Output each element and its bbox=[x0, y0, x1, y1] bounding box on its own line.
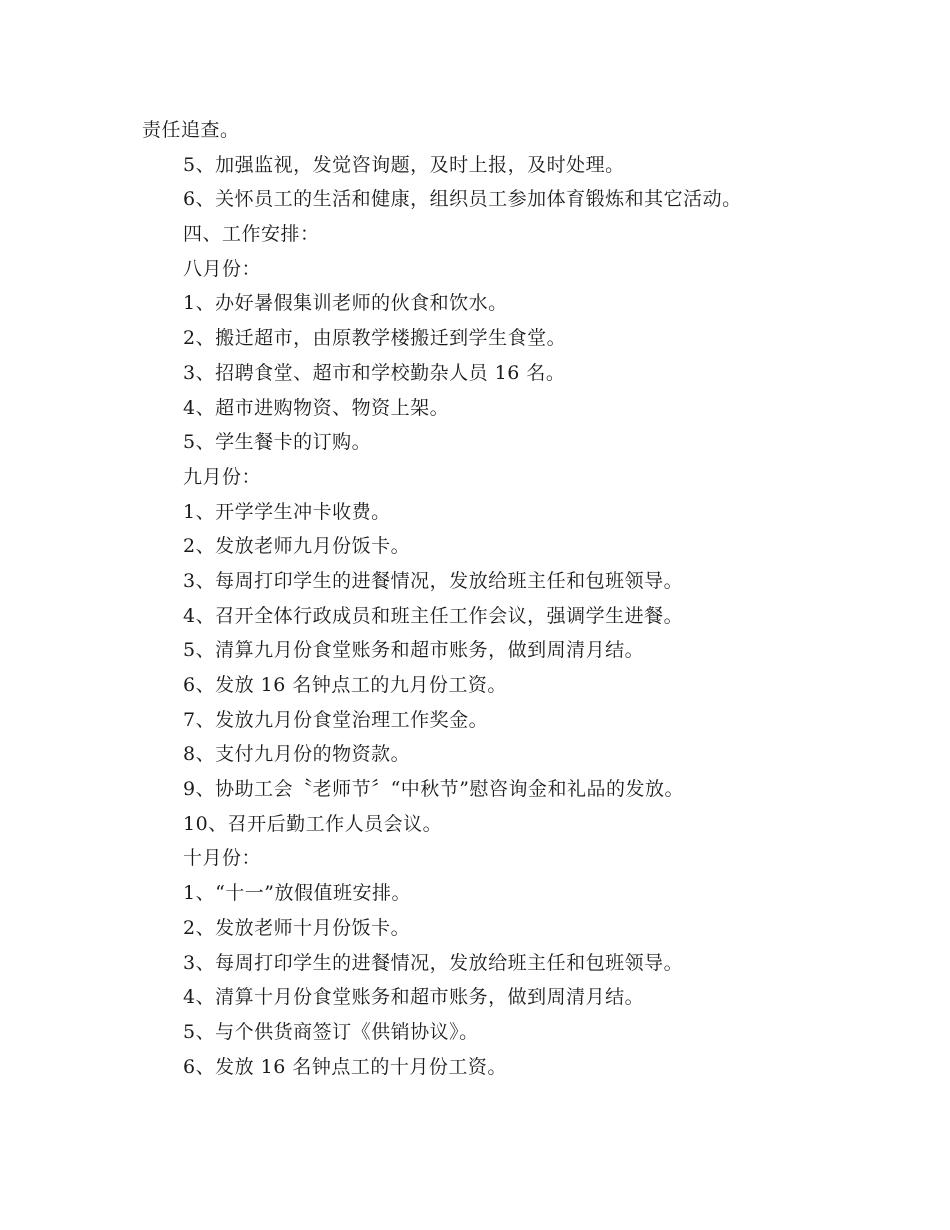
text-line: 5、清算九月份食堂账务和超市账务，做到周清月结。 bbox=[183, 639, 645, 662]
text-line: 1、办好暑假集训老师的伙食和饮水。 bbox=[183, 292, 508, 315]
document-body bbox=[142, 113, 832, 1084]
text-line: 5、与个供货商签订《供销协议》。 bbox=[183, 1020, 479, 1043]
text-line: 5、学生餐卡的订购。 bbox=[183, 431, 372, 454]
text-line: 2、搬迁超市，由原教学楼搬迁到学生食堂。 bbox=[183, 327, 567, 350]
text-line: 8、支付九月份的物资款。 bbox=[183, 743, 411, 766]
text-line: 责任追查。 bbox=[142, 119, 240, 141]
text-line: 4、召开全体行政成员和班主任工作会议，强调学生进餐。 bbox=[183, 604, 684, 627]
text-line: 7、发放九月份食堂治理工作奖金。 bbox=[183, 708, 489, 731]
text-line: 5、加强监视，发觉咨询题，及时上报，及时处理。 bbox=[183, 153, 625, 176]
text-line: 4、超市进购物资、物资上架。 bbox=[183, 396, 450, 419]
text-line: 2、发放老师十月份饭卡。 bbox=[183, 916, 411, 939]
text-line: 3、每周打印学生的进餐情况，发放给班主任和包班领导。 bbox=[183, 569, 684, 592]
text-line: 10、召开后勤工作人员会议。 bbox=[183, 812, 443, 835]
text-line: 3、每周打印学生的进餐情况，发放给班主任和包班领导。 bbox=[183, 951, 684, 974]
text-line: 2、发放老师九月份饭卡。 bbox=[183, 535, 411, 558]
text-line: 6、发放 16 名钟点工的十月份工资。 bbox=[183, 1055, 507, 1078]
text-line: 6、发放 16 名钟点工的九月份工资。 bbox=[183, 674, 507, 696]
text-line: 3、招聘食堂、超市和学校勤杂人员 16 名。 bbox=[183, 361, 566, 384]
text-line: 9、协助工会〝老师节〞“中秋节”慰咨询金和礼品的发放。 bbox=[183, 778, 685, 801]
month-heading: 十月份： bbox=[183, 847, 262, 870]
month-heading: 八月份： bbox=[183, 257, 262, 280]
text-line: 6、关怀员工的生活和健康，组织员工参加体育锻炼和其它活动。 bbox=[183, 188, 742, 211]
month-heading: 九月份： bbox=[183, 465, 262, 488]
text-line: 4、清算十月份食堂账务和超市账务，做到周清月结。 bbox=[183, 986, 645, 1009]
text-line: 1、开学学生冲卡收费。 bbox=[183, 500, 391, 523]
text-line: 1、“十一”放假值班安排。 bbox=[183, 882, 412, 905]
section-heading: 四、工作安排： bbox=[183, 223, 320, 246]
